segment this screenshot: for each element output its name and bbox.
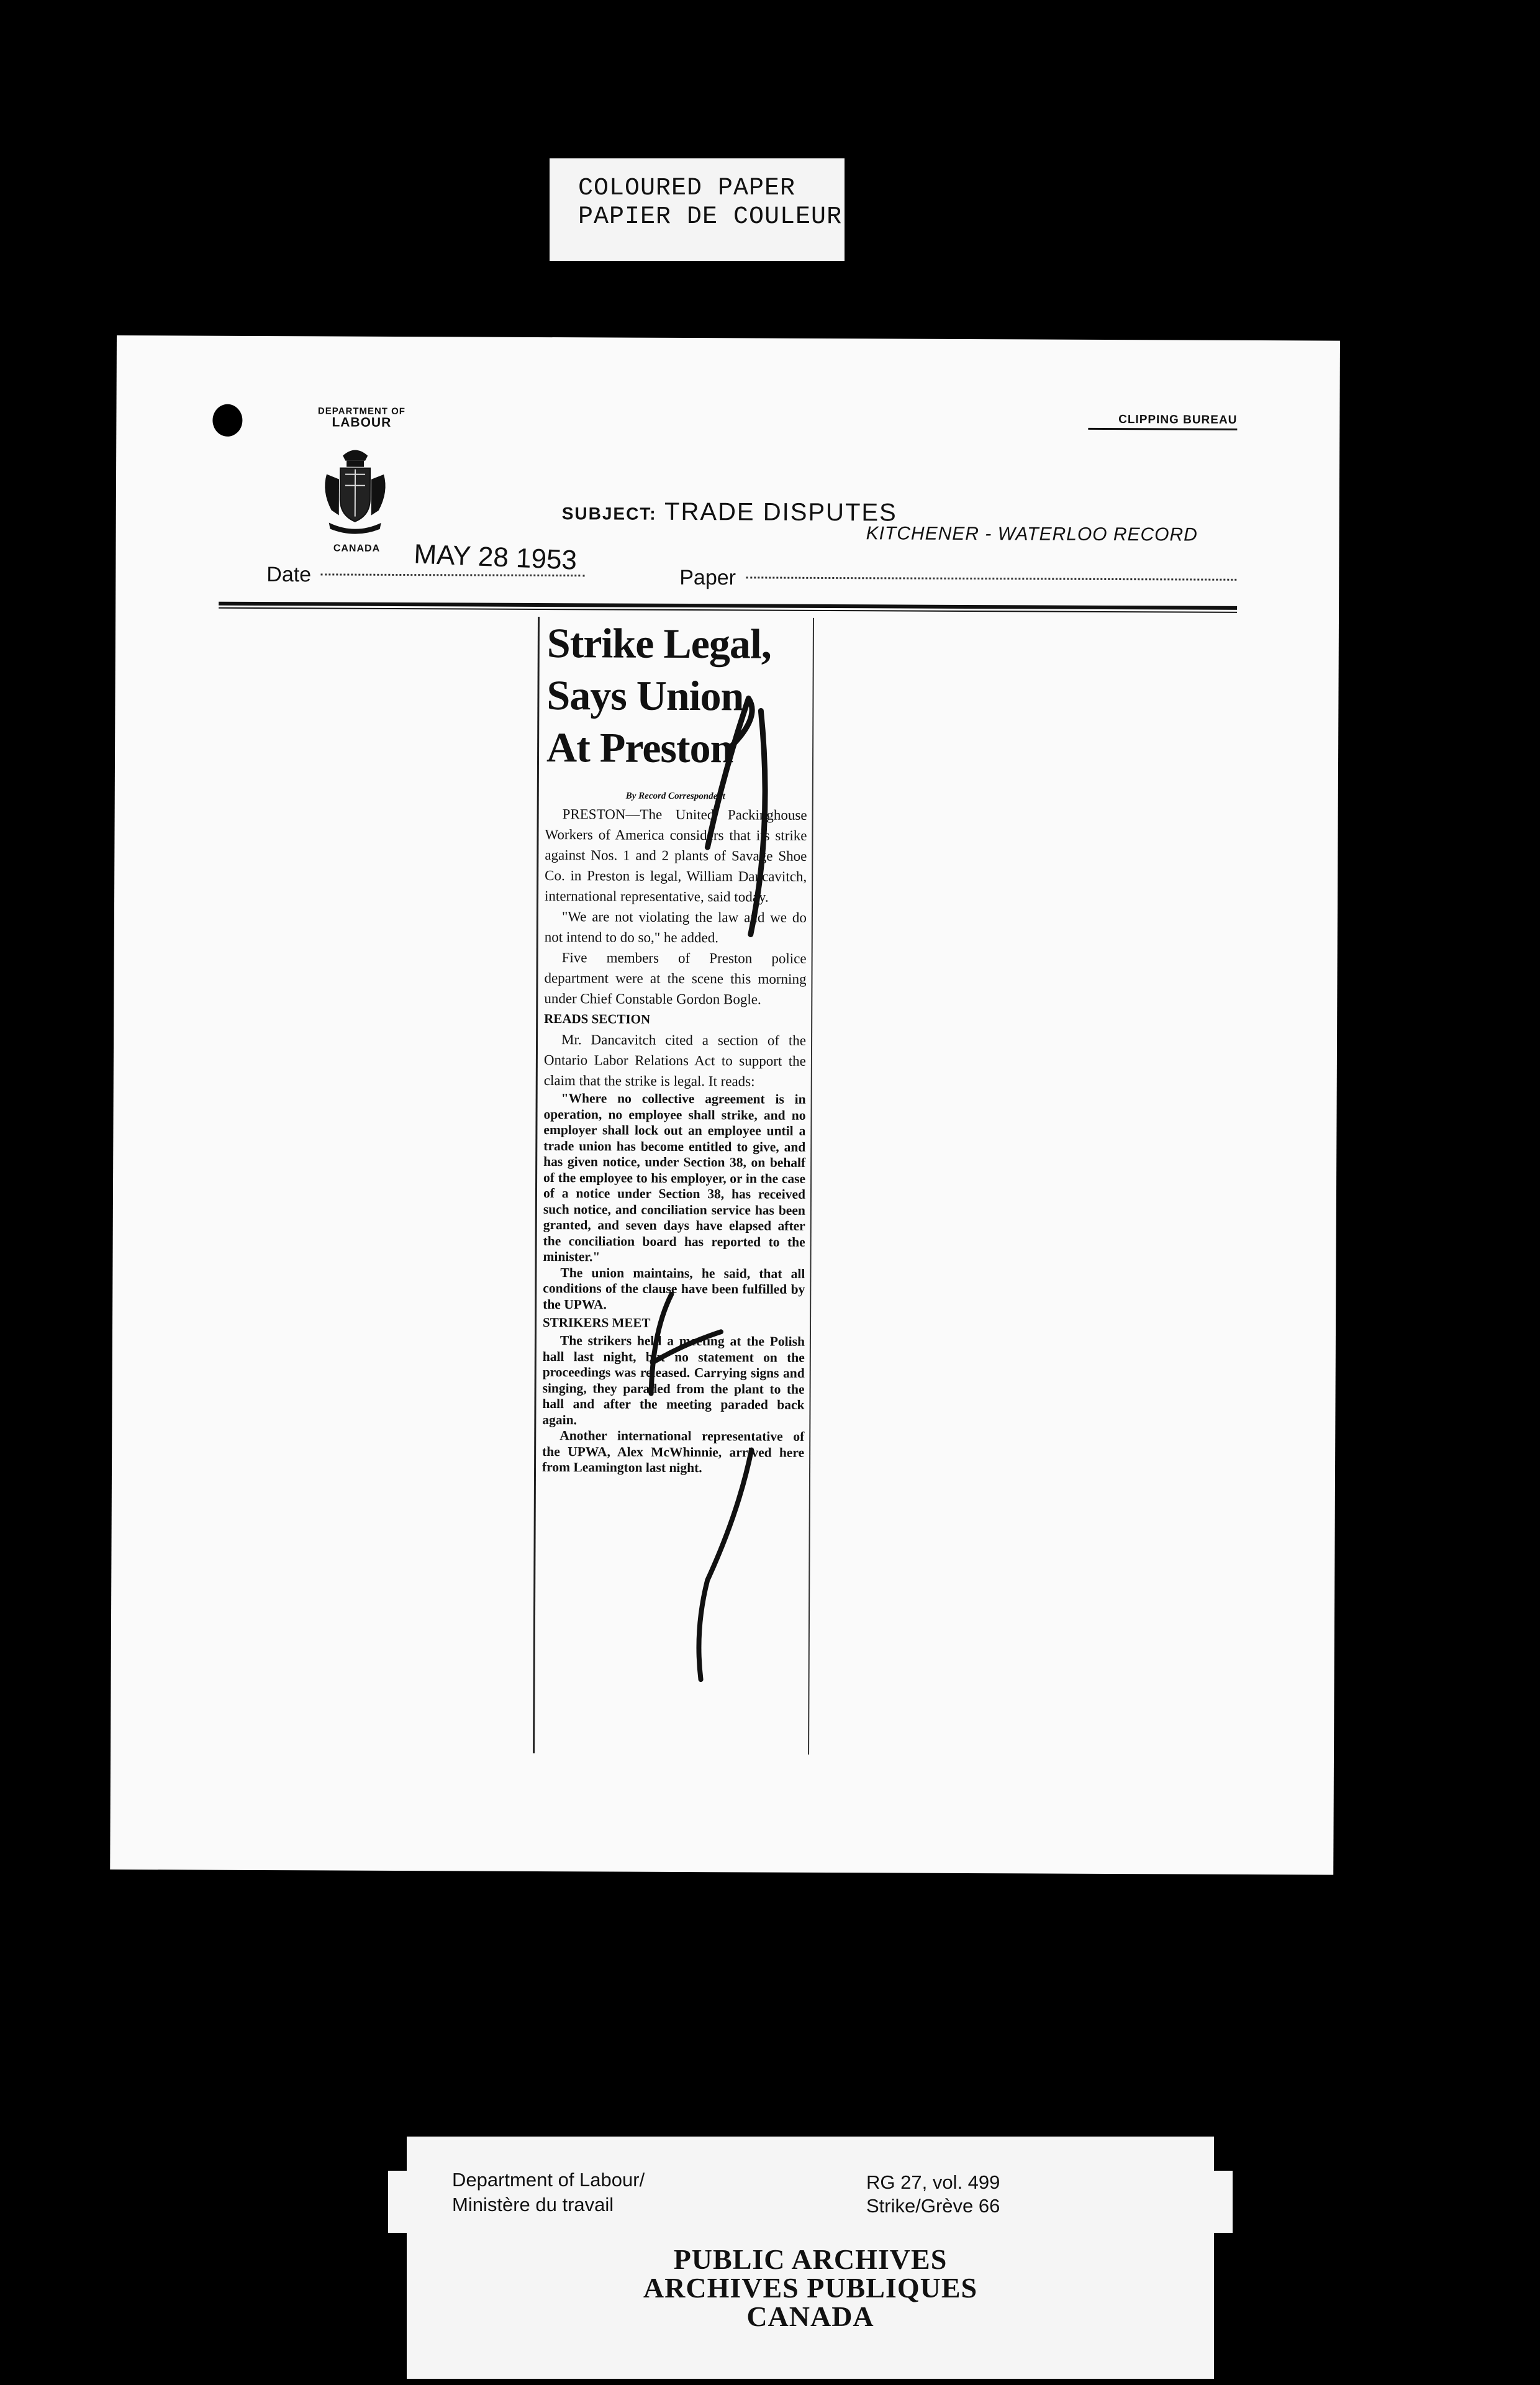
paragraph: PRESTON—The United Packinghouse Workers of America considers that its strike against Nos. 1 and 2 plants of Savage Shoe Co. in Preston is legal, William Dancavitch, international representative, said today. [545, 806, 807, 905]
dept-line-2: LABOUR [332, 415, 392, 430]
date-label: Date [266, 563, 312, 587]
clipping-sheet [110, 335, 1340, 1875]
ref-strike: Strike/Grève 66 [866, 2195, 1000, 2217]
subject-line [562, 497, 897, 527]
headline-line-1: Strike Legal, [546, 619, 771, 668]
paper-name-stamp: KITCHENER - WATERLOO RECORD [866, 523, 1198, 545]
coloured-paper-label [550, 158, 845, 261]
paragraph: The strikers held a meeting at the Polish hall last night, but no statement on the proceedings was released. Carrying signs and singing, they paraded from the plant to the hall and after the meeting paraded back again. [542, 1333, 805, 1427]
headline-line-2: Says Union [546, 671, 744, 720]
headline [539, 617, 813, 775]
punch-hole [212, 404, 242, 437]
archives-label [407, 2137, 1214, 2379]
ref-volume: RG 27, vol. 499 [866, 2171, 1000, 2193]
subheading: STRIKERS MEET [543, 1315, 651, 1330]
paragraph: "We are not violating the law and we do not intend to do so," he added. [544, 909, 807, 946]
subject-value: TRADE DISPUTES [664, 497, 897, 527]
archives-en: PUBLIC ARCHIVES [673, 2243, 948, 2275]
label-line-fr: PAPIER DE COULEUR [578, 203, 843, 231]
department-heading [293, 406, 430, 430]
archives-department [452, 2168, 645, 2217]
byline: By Record Correspondent [625, 791, 725, 802]
dept-country: CANADA [333, 543, 381, 554]
date-stamp: MAY 28 1953 [413, 538, 578, 576]
label-tab-left [388, 2171, 407, 2233]
paragraph: The union maintains, he said, that all conditions of the clause have been fulfilled by the UPWA. [543, 1265, 805, 1312]
paragraph: Five members of Preston police department were at the scene this morning under Chief Constable Gordon Bogle. [544, 950, 807, 1007]
archives-reference [866, 2171, 1000, 2218]
archives-country: CANADA [746, 2301, 874, 2332]
paper-label: Paper [679, 565, 736, 590]
dept-fr: Ministère du travail [452, 2194, 614, 2215]
paper-dotted-line [746, 576, 1236, 580]
headline-line-3: At Preston [546, 724, 733, 772]
article-body [536, 801, 812, 1476]
paragraph: Mr. Dancavitch cited a section of the Ontario Labor Relations Act to support the claim that the strike is legal. It reads: [543, 1032, 807, 1089]
coat-of-arms-icon [318, 442, 393, 535]
quoted-paragraph: "Where no collective agreement is in operation, no employee shall strike, and no employer shall lock out an employee until a trade union has become entitled to give, and has given notice, under Section 38, on behalf of the employee to his employer, or in the case of a notice under Section 38, has received such notice, and conciliation service has been granted, and seven days have elapsed after the conciliation board has reported to the minister." [543, 1091, 806, 1265]
label-line-en: COLOURED PAPER [578, 175, 796, 202]
clipping-bureau-label: CLIPPING BUREAU [1088, 413, 1237, 430]
dept-line-1: DEPARTMENT OF [317, 406, 406, 417]
label-tab-right [1214, 2171, 1233, 2233]
newspaper-clipping [533, 617, 814, 1755]
dept-en: Department of Labour/ [452, 2169, 645, 2191]
archives-fr: ARCHIVES PUBLIQUES [643, 2272, 978, 2304]
archives-title [407, 2245, 1214, 2331]
subheading: READS SECTION [544, 1011, 651, 1027]
paragraph: Another international representative of the UPWA, Alex McWhinnie, arrived here from Leamington last night. [542, 1428, 805, 1476]
subject-label: SUBJECT: [561, 504, 657, 524]
